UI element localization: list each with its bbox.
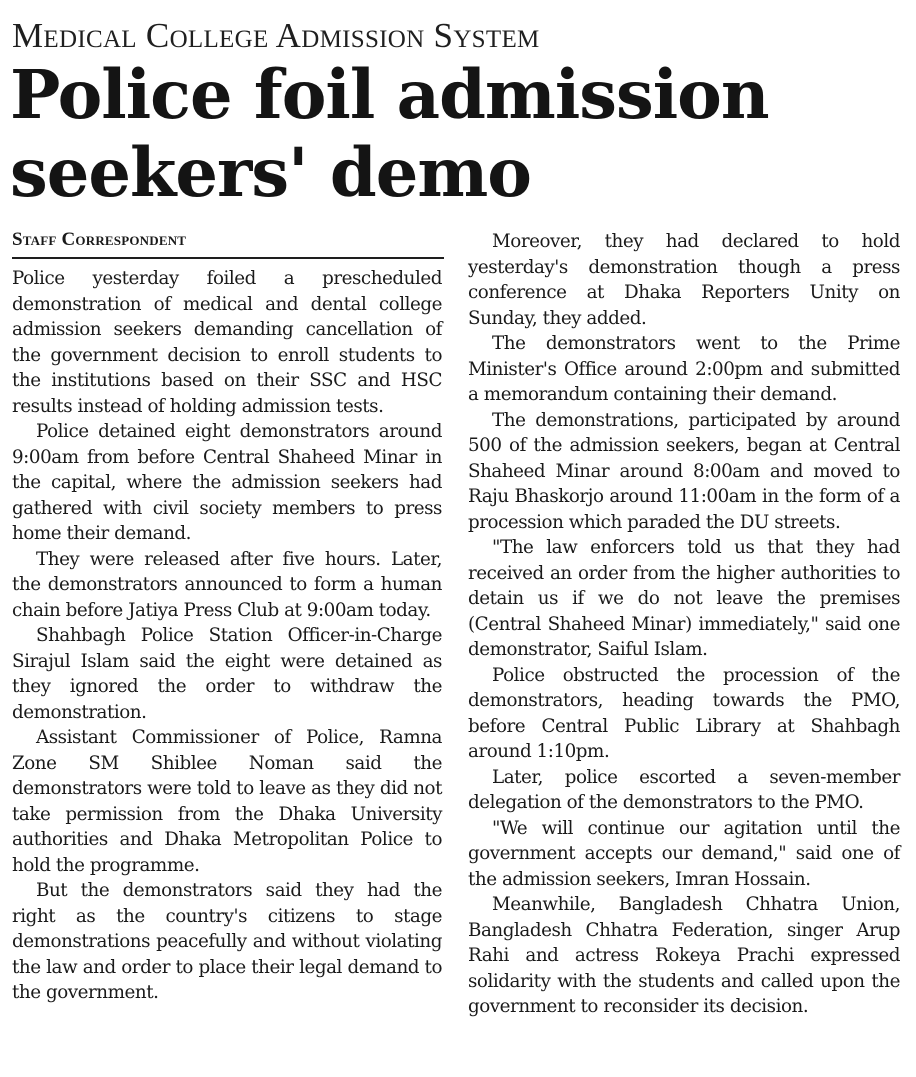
paragraph: Meanwhile, Bangladesh Chhatra Union, Bangladesh Chhatra Federation, singer Arup Rahi and actress Rokeya Prachi expressed solidarity with the students and called upon the government to reconsider its decision. xyxy=(468,894,900,1017)
paragraph: Assistant Commissioner of Police, Ramna Zone SM Shiblee Noman said the demonstrators were told to leave as they did not take permission from the Dhaka University authorities and Dhaka Metropolitan Police to hold the programme. xyxy=(12,727,442,876)
headline: Police foil admission seekers' demo xyxy=(10,55,769,212)
section-kicker: Medical College Admission System xyxy=(12,16,540,55)
article-column-right xyxy=(468,229,900,1020)
paragraph: "The law enforcers told us that they had received an order from the higher authorities to detain us if we do not leave the premises (Central Shaheed Minar) immediately," said one demonstrator, Saiful Islam. xyxy=(468,537,900,660)
paragraph: Police obstructed the procession of the demonstrators, heading towards the PMO, before Central Public Library at Shahbagh around 1:10pm. xyxy=(468,664,900,762)
paragraph: Later, police escorted a seven-member delegation of the demonstrators to the PMO. xyxy=(468,766,900,813)
paragraph: The demonstrations, participated by around 500 of the admission seekers, began at Central Shaheed Minar around 8:00am and moved to Raju Bhaskorjo around 11:00am in the form of a procession which paraded the DU streets. xyxy=(468,409,900,533)
paragraph: But the demonstrators said they had the right as the country's citizens to stage demonstrations peacefully and without violating the law and order to place their legal demand to the government. xyxy=(12,880,442,1003)
paragraph: The demonstrators went to the Prime Minister's Office around 2:00pm and submitted a memorandum containing their demand. xyxy=(468,333,900,405)
paragraph: Police detained eight demonstrators around 9:00am from before Central Shaheed Minar in the capital, where the admission seekers had gathered with civil society members to press home their demand. xyxy=(12,421,442,544)
paragraph: Shahbagh Police Station Officer-in-Charge Sirajul Islam said the eight were detained as they ignored the order to withdraw the demonstration. xyxy=(12,625,442,723)
byline: Staff Correspondent xyxy=(12,229,444,259)
paragraph: Police yesterday foiled a prescheduled demonstration of medical and dental college admission seekers demanding cancellation of the government decision to enroll students to the institutions based on their SSC and HSC results instead of holding admission tests. xyxy=(12,268,442,417)
paragraph: "We will continue our agitation until the government accepts our demand," said one of the admission seekers, Imran Hossain. xyxy=(468,817,900,890)
article-column-left xyxy=(12,266,442,1006)
paragraph: Moreover, they had declared to hold yesterday's demonstration though a press conference at Dhaka Reporters Unity on Sunday, they added. xyxy=(468,231,900,329)
paragraph: They were released after five hours. Later, the demonstrators announced to form a human chain before Jatiya Press Club at 9:00am today. xyxy=(12,548,442,621)
